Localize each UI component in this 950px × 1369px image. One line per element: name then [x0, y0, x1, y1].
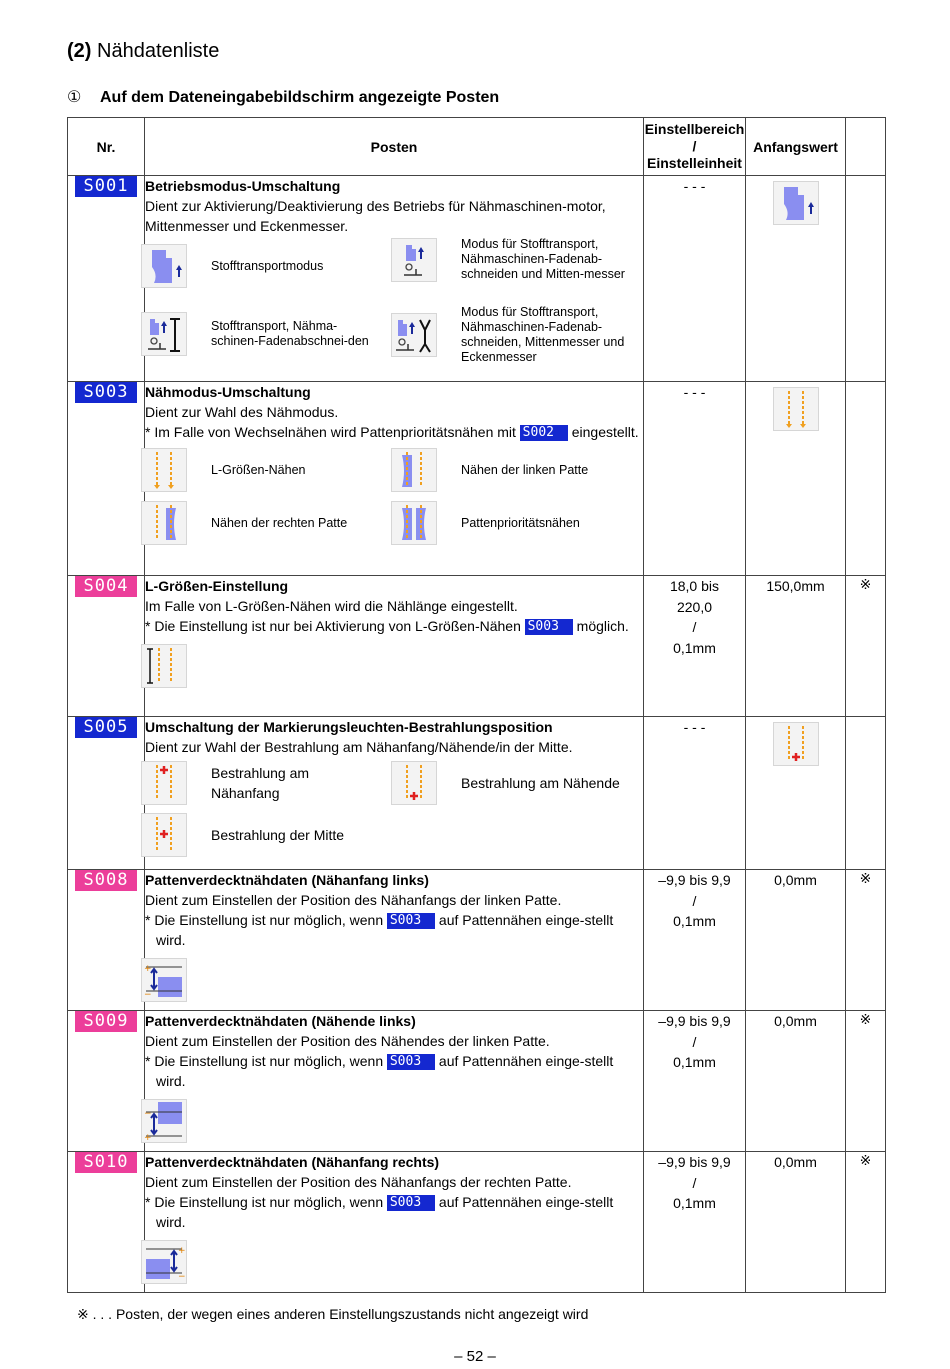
code-badge: S002 — [520, 425, 568, 441]
item-note: * Die Einstellung ist nur möglich, wenn S003 auf Pattennähen einge-stellt wird. — [145, 1053, 614, 1089]
item-note: * Im Falle von Wechselnähen wird Pattenprioritätsnähen mit S002 eingestellt. — [145, 424, 639, 440]
option-item: L-Größen-Nähen — [141, 448, 306, 492]
header-nr: Nr. — [68, 118, 145, 176]
option-item: Modus für Stofftransport, Nähmaschinen-Fadenab-schneiden, Mittenmesser und Eckenmesser — [391, 305, 631, 365]
option-item: Pattenprioritätsnähen — [391, 501, 580, 545]
hidden-mark: ※ — [846, 1152, 886, 1293]
init-value: 150,0mm — [746, 576, 846, 717]
table-row-s008 — [68, 870, 886, 1011]
option-item: Stofftransportmodus — [141, 244, 323, 288]
option-item: Nähen der rechten Patte — [141, 501, 347, 545]
item-description: Dient zum Einstellen der Position des Nähanfangs der linken Patte. — [145, 892, 562, 908]
code-badge: S001 — [75, 176, 137, 197]
range-value: - - - — [644, 176, 746, 382]
fabric-feed-icon — [141, 244, 187, 288]
item-description: Im Falle von L-Größen-Nähen wird die Nählänge eingestellt. — [145, 598, 518, 614]
item-title: L-Größen-Einstellung — [145, 578, 289, 594]
item-description: Dient zur Aktivierung/Deaktivierung des Betriebs für Nähmaschinen-motor, Mittenmesser und Eckenmesser. — [145, 198, 606, 234]
header-posten: Posten — [145, 118, 644, 176]
marker-light-end-icon — [773, 722, 819, 766]
range-value: –9,9 bis 9,9 / 0,1mm — [644, 870, 746, 1011]
right-flap-sewing-icon — [141, 501, 187, 545]
option-item — [141, 644, 187, 688]
item-title: Nähmodus-Umschaltung — [145, 384, 311, 400]
table-row-s004 — [68, 576, 886, 717]
marker-light-center-icon — [141, 813, 187, 857]
range-value: –9,9 bis 9,9 / 0,1mm — [644, 1152, 746, 1293]
table-row-s001 — [68, 176, 886, 382]
code-badge: S005 — [75, 717, 137, 738]
table-header-row — [68, 118, 886, 176]
range-value: –9,9 bis 9,9 / 0,1mm — [644, 1011, 746, 1152]
code-badge: S008 — [75, 870, 137, 891]
section-title: (2) Nähdatenliste — [67, 40, 220, 62]
flap-priority-sewing-icon — [391, 501, 437, 545]
l-size-length-icon — [141, 644, 187, 688]
svg-text:−: − — [178, 1272, 186, 1282]
feed-thread-trim-icon — [141, 312, 187, 356]
option-item: Bestrahlung der Mitte — [141, 813, 381, 857]
item-note: * Die Einstellung ist nur bei Aktivierung von L-Größen-Nähen S003 möglich. — [145, 618, 629, 634]
code-badge: S003 — [387, 1054, 435, 1070]
option-item: Nähen der linken Patte — [391, 448, 588, 492]
item-description: Dient zum Einstellen der Position des Nähendes der linken Patte. — [145, 1033, 550, 1049]
item-description: Dient zum Einstellen der Position des Nähanfangs der rechten Patte. — [145, 1174, 572, 1190]
table-row-s009 — [68, 1011, 886, 1152]
subsection-title: ① Auf dem Dateneingabebildschirm angezeigte Posten — [67, 89, 500, 106]
item-title: Pattenverdecktnähdaten (Nähanfang links) — [145, 872, 429, 888]
option-item: Bestrahlung am Nähende — [391, 761, 631, 805]
option-item: Bestrahlung am Nähanfang — [141, 761, 381, 805]
init-value: 0,0mm — [746, 1152, 846, 1293]
header-mark — [846, 118, 886, 176]
code-badge: S003 — [387, 1195, 435, 1211]
footnote: ※ . . . Posten, der wegen eines anderen Einstellungszustands nicht angezeigt wird — [77, 1306, 589, 1322]
range-value: - - - — [644, 717, 746, 870]
hidden-mark: ※ — [846, 576, 886, 717]
table-row-s005 — [68, 717, 886, 870]
item-note: * Die Einstellung ist nur möglich, wenn S003 auf Pattennähen einge-stellt wird. — [145, 912, 614, 948]
l-size-sewing-icon — [141, 448, 187, 492]
flap-end-left-icon — [141, 1099, 187, 1143]
range-value: 18,0 bis 220,0 / 0,1mm — [644, 576, 746, 717]
item-title: Betriebsmodus-Umschaltung — [145, 178, 341, 194]
marker-light-end-icon — [391, 761, 437, 805]
left-flap-sewing-icon — [391, 448, 437, 492]
init-value: 0,0mm — [746, 1011, 846, 1152]
item-title: Pattenverdecktnähdaten (Nähende links) — [145, 1013, 416, 1029]
option-item: Stofftransport, Nähma-schinen-Fadenabschnei-den — [141, 312, 377, 356]
flap-start-right-icon — [141, 1240, 187, 1284]
svg-text:+: + — [144, 1133, 152, 1142]
svg-text:+: + — [178, 1246, 186, 1256]
sewing-data-table — [67, 117, 886, 1293]
l-size-sewing-icon — [773, 387, 819, 431]
table-row-s010 — [68, 1152, 886, 1293]
fabric-feed-icon — [773, 181, 819, 225]
code-badge: S004 — [75, 576, 137, 597]
marker-light-start-icon — [141, 761, 187, 805]
feed-thread-trim-center-corner-knife-icon — [391, 313, 437, 357]
option-item — [141, 958, 187, 1002]
hidden-mark: ※ — [846, 870, 886, 1011]
code-badge: S003 — [387, 913, 435, 929]
option-item — [141, 1240, 187, 1284]
code-badge: S003 — [75, 382, 137, 403]
svg-text:−: − — [144, 990, 152, 1000]
init-value: 0,0mm — [746, 870, 846, 1011]
range-value: - - - — [644, 382, 746, 576]
header-range: Einstellbereich / Einstelleinheit — [644, 118, 746, 176]
option-item — [141, 1099, 187, 1143]
svg-text:−: − — [144, 1109, 152, 1119]
table-row-s003 — [68, 382, 886, 576]
item-title: Pattenverdecktnähdaten (Nähanfang rechts) — [145, 1154, 440, 1170]
code-badge: S003 — [525, 619, 573, 635]
code-badge: S009 — [75, 1011, 137, 1032]
flap-start-left-icon — [141, 958, 187, 1002]
item-description: Dient zur Wahl der Bestrahlung am Nähanfang/Nähende/in der Mitte. — [145, 739, 573, 755]
page-number: – 52 – — [454, 1348, 496, 1365]
item-note: * Die Einstellung ist nur möglich, wenn S003 auf Pattennähen einge-stellt wird. — [145, 1194, 614, 1230]
code-badge: S010 — [75, 1152, 137, 1173]
item-title: Umschaltung der Markierungsleuchten-Bestrahlungsposition — [145, 719, 553, 735]
hidden-mark: ※ — [846, 1011, 886, 1152]
header-init: Anfangswert — [746, 118, 846, 176]
svg-text:+: + — [144, 964, 152, 974]
option-item: Modus für Stofftransport, Nähmaschinen-Fadenab-schneiden und Mitten-messer — [391, 237, 631, 282]
item-description: Dient zur Wahl des Nähmodus. — [145, 404, 339, 420]
feed-thread-trim-center-knife-icon — [391, 238, 437, 282]
